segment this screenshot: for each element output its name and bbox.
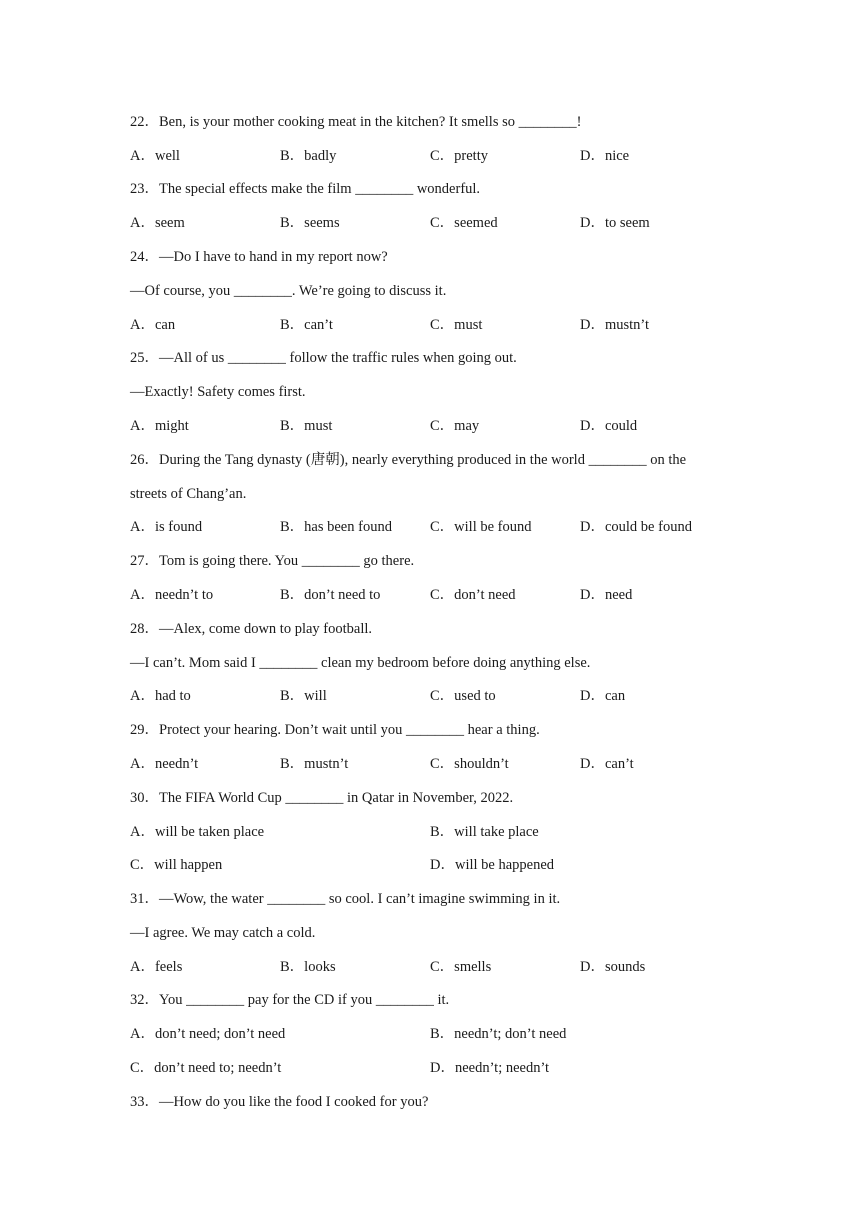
option-a: A．well <box>130 148 180 164</box>
option-c: C．used to <box>430 688 496 704</box>
question-31-text: 31．—Wow, the water ________ so cool. I can’t imagine swimming in it. <box>130 891 561 907</box>
option-c: C．shouldn’t <box>430 756 509 772</box>
question-30-options-row-2 <box>130 855 730 875</box>
option-d: D．need <box>580 587 633 603</box>
option-a: A．don’t need; don’t need <box>130 1026 286 1042</box>
option-b: B．can’t <box>280 317 333 333</box>
option-c: C．don’t need to; needn’t <box>130 1060 282 1076</box>
question-25-text: 25．—All of us ________ follow the traffic rules when going out. <box>130 350 517 366</box>
question-22-options <box>130 146 730 166</box>
question-33-text: 33．—How do you like the food I cooked for you? <box>130 1094 429 1110</box>
option-a: A．feels <box>130 959 183 975</box>
question-28-options <box>130 686 730 706</box>
question-28-text: 28．—Alex, come down to play football. <box>130 621 373 637</box>
question-32-options-row-2 <box>130 1058 730 1078</box>
option-b: B．don’t need to <box>280 587 381 603</box>
option-b: B．badly <box>280 148 337 164</box>
question-26-text: 26．During the Tang dynasty (唐朝), nearly everything produced in the world ________ on the <box>130 452 687 468</box>
question-24-text: 24．—Do I have to hand in my report now? <box>130 249 388 265</box>
option-c: C．smells <box>430 959 492 975</box>
option-b: B．needn’t; don’t need <box>430 1026 567 1042</box>
option-d: D．can <box>580 688 626 704</box>
option-d: D．will be happened <box>430 857 555 873</box>
option-c: C．will happen <box>130 857 223 873</box>
option-d: D．mustn’t <box>580 317 650 333</box>
question-32-options-row-1 <box>130 1024 730 1044</box>
question-29-text: 29．Protect your hearing. Don’t wait until you ________ hear a thing. <box>130 722 540 738</box>
option-c: C．must <box>430 317 483 333</box>
question-27-options <box>130 585 730 605</box>
option-d: D．could <box>580 418 638 434</box>
option-d: D．sounds <box>580 959 646 975</box>
option-c: C．pretty <box>430 148 488 164</box>
question-25-options <box>130 416 730 436</box>
question-31-options <box>130 957 730 977</box>
option-a: A．needn’t to <box>130 587 214 603</box>
option-c: C．seemed <box>430 215 498 231</box>
question-31-text-line-2: —I agree. We may catch a cold. <box>130 925 316 941</box>
option-c: C．will be found <box>430 519 532 535</box>
option-b: B．mustn’t <box>280 756 349 772</box>
option-a: A．can <box>130 317 176 333</box>
option-a: A．had to <box>130 688 191 704</box>
question-24-text-line-2: —Of course, you ________. We’re going to discuss it. <box>130 283 447 299</box>
option-a: A．will be taken place <box>130 824 265 840</box>
option-b: B．seems <box>280 215 340 231</box>
option-d: D．to seem <box>580 215 650 231</box>
option-a: A．is found <box>130 519 203 535</box>
question-32-text: 32．You ________ pay for the CD if you ________ it. <box>130 992 450 1008</box>
question-23-options <box>130 213 730 233</box>
option-c: C．don’t need <box>430 587 516 603</box>
option-d: D．needn’t; needn’t <box>430 1060 550 1076</box>
option-d: D．nice <box>580 148 630 164</box>
option-b: B．must <box>280 418 333 434</box>
question-29-options <box>130 754 730 774</box>
question-26-options <box>130 517 730 537</box>
option-b: B．has been found <box>280 519 392 535</box>
option-a: A．might <box>130 418 189 434</box>
question-26-text-line-2: streets of Chang’an. <box>130 486 247 502</box>
option-c: C．may <box>430 418 480 434</box>
option-a: A．seem <box>130 215 185 231</box>
question-22-text: 22．Ben, is your mother cooking meat in the kitchen? It smells so ________! <box>130 114 582 130</box>
option-d: D．can’t <box>580 756 634 772</box>
option-a: A．needn’t <box>130 756 199 772</box>
question-24-options <box>130 315 730 335</box>
option-b: B．will take place <box>430 824 539 840</box>
question-30-options-row-1 <box>130 822 730 842</box>
question-27-text: 27．Tom is going there. You ________ go there. <box>130 553 415 569</box>
question-28-text-line-2: —I can’t. Mom said I ________ clean my bedroom before doing anything else. <box>130 655 591 671</box>
option-b: B．will <box>280 688 327 704</box>
question-25-text-line-2: —Exactly! Safety comes first. <box>130 384 306 400</box>
question-23-text: 23．The special effects make the film ________ wonderful. <box>130 181 481 197</box>
question-30-text: 30．The FIFA World Cup ________ in Qatar in November, 2022. <box>130 790 514 806</box>
option-b: B．looks <box>280 959 336 975</box>
option-d: D．could be found <box>580 519 692 535</box>
